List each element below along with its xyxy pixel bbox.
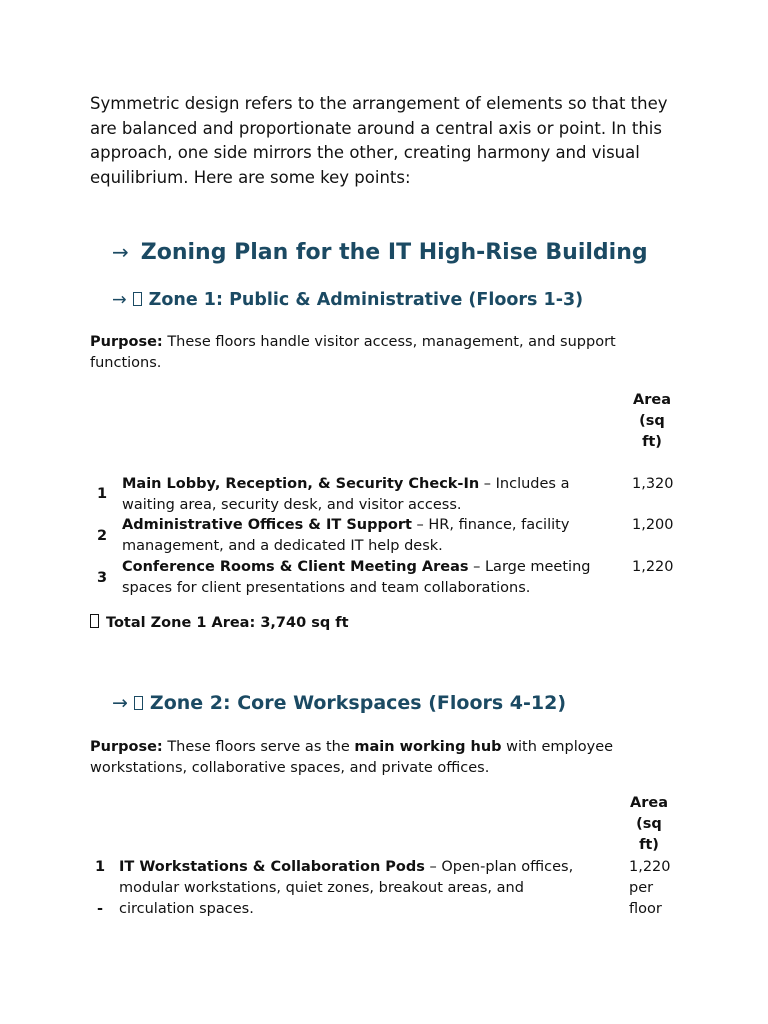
row-number: 1 [94, 859, 106, 875]
zone1-heading-text: Zone 1: Public & Administrative (Floors 1-3) [148, 290, 584, 310]
row-number: 2 [96, 528, 108, 544]
table-row [90, 515, 680, 557]
zone1-total-text: Total Zone 1 Area: 3,740 sq ft [106, 615, 349, 631]
row-area: 1,200 [632, 517, 674, 533]
row-area: 1,320 [632, 476, 674, 492]
table-row [90, 474, 680, 516]
main-heading [112, 240, 712, 265]
zone2-area-column-header: Area (sq ft) [630, 795, 668, 853]
intro-paragraph: Symmetric design refers to the arrangement of elements so that they are balanced and proportionate around a central axis or point. In this approach, one side mirrors the other, creating harmony and visual equilibrium. Here are some key points: [90, 94, 668, 187]
arrow-icon: → [112, 290, 127, 310]
row-title: Administrative Offices & IT Support [122, 517, 412, 533]
row-area: 1,220 per floor [629, 859, 671, 917]
arrow-icon: → [112, 240, 129, 264]
zone2-heading [112, 692, 566, 714]
row-description [122, 557, 614, 599]
row-title: IT Workstations & Collaboration Pods [119, 859, 425, 875]
row-detail: – HR, finance, facility management, and a dedicated IT help desk. [122, 517, 570, 554]
purpose-emphasis: main working hub [354, 739, 502, 755]
row-detail: – Includes a waiting area, security desk, and visitor access. [122, 476, 570, 513]
purpose-text: These floors serve as the [162, 739, 355, 755]
row-number-continuation: - [96, 901, 104, 917]
row-title: Main Lobby, Reception, & Security Check-In [122, 476, 480, 492]
missing-glyph-icon [133, 292, 142, 306]
zone2-purpose [90, 737, 655, 779]
purpose-text: with employee workstations, collaborative spaces, and private offices. [90, 739, 614, 776]
row-detail: – Large meeting spaces for client presentations and team collaborations. [122, 559, 591, 596]
purpose-text: These floors handle visitor access, management, and support functions. [90, 334, 616, 371]
zone2-heading-text: Zone 2: Core Workspaces (Floors 4-12) [149, 692, 567, 714]
row-title: Conference Rooms & Client Meeting Areas [122, 559, 469, 575]
arrow-icon: → [112, 692, 128, 714]
row-number: 3 [96, 570, 108, 586]
purpose-label: Purpose: [90, 739, 163, 755]
table-row [90, 557, 680, 599]
row-area: 1,220 [632, 559, 674, 575]
zone1-area-column-header: Area (sq ft) [633, 392, 671, 450]
row-description [122, 515, 614, 557]
zone1-heading [112, 290, 583, 310]
zone1-purpose [90, 332, 650, 374]
row-detail: – Open-plan offices, modular workstations, quiet zones, breakout areas, and circulation spaces. [119, 859, 574, 917]
main-heading-text: Zoning Plan for the IT High-Rise Building [140, 240, 648, 265]
table-row [90, 857, 680, 920]
purpose-label: Purpose: [90, 334, 163, 350]
row-number: 1 [96, 486, 108, 502]
row-description [119, 857, 599, 920]
zone1-total [90, 614, 349, 631]
row-description [122, 474, 614, 516]
missing-glyph-icon [134, 696, 143, 710]
missing-glyph-icon [90, 614, 99, 628]
